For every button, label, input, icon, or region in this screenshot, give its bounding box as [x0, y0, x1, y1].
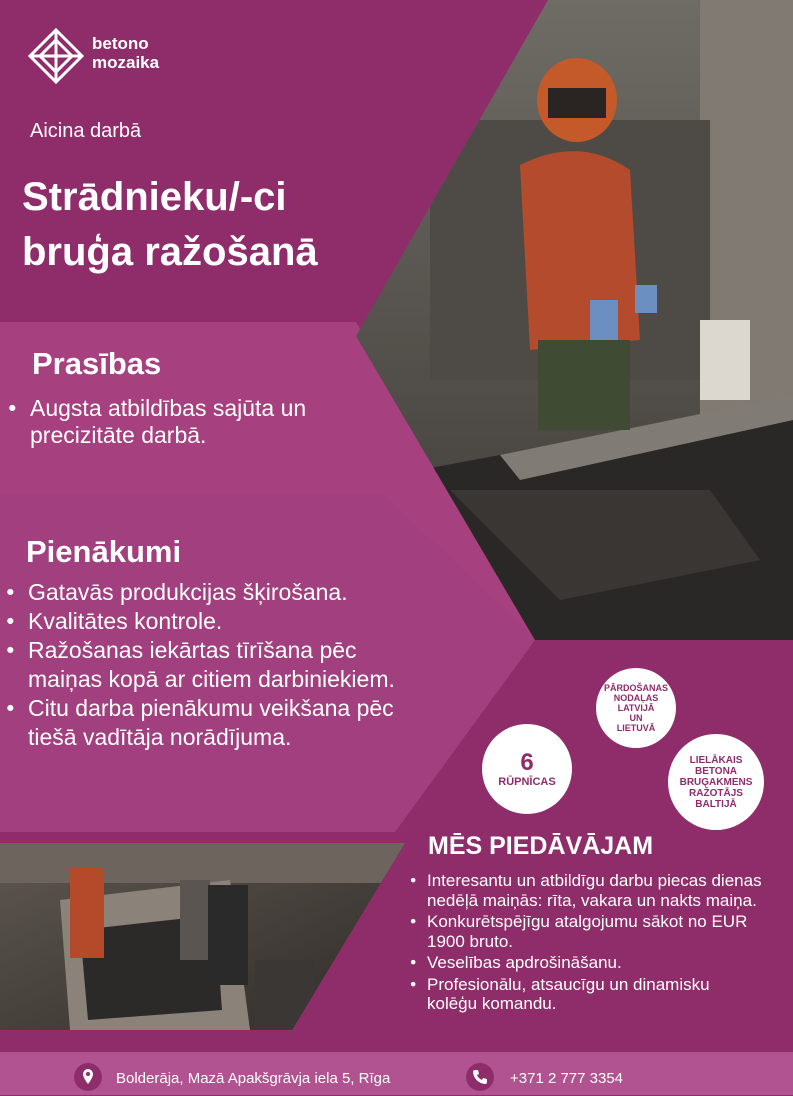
- list-item: ● Citu darba pienākumu veikšana pēc tiešā vadītāja norādījuma.: [6, 694, 428, 752]
- footer-address: Bolderāja, Mazā Apakšgrāvja iela 5, Rīga: [116, 1070, 391, 1087]
- list-item: ● Profesionālu, atsaucīgu un dinamisku kolēģu komandu.: [410, 975, 727, 1014]
- phone-icon: [466, 1063, 494, 1091]
- brand-line-1: betono: [92, 34, 149, 53]
- badge-text: RAŽOTĀJS: [689, 787, 743, 799]
- badge-text: LIETUVĀ: [616, 723, 656, 733]
- list-item: ● Konkurētspējīgu atalgojumu sākot no EUR 1900 bruto.: [410, 912, 772, 951]
- offer-list: [410, 871, 790, 1016]
- badge-text: BALTIJĀ: [695, 798, 737, 810]
- badge-factories: [482, 724, 572, 814]
- brand-line-2: mozaika: [92, 53, 160, 72]
- badge-number: 6: [520, 749, 534, 776]
- badge-text: RŪPNĪCAS: [498, 776, 556, 788]
- duties-heading: Pienākumi: [26, 534, 182, 569]
- badge-sales-departments: [596, 668, 676, 748]
- requirements-heading: Prasības: [32, 346, 162, 381]
- badge-text: UN: [629, 713, 643, 723]
- title-line-1: Strādnieku/-ci: [22, 175, 287, 219]
- badge-text: PĀRDOŠANAS: [603, 683, 668, 693]
- list-item: ● Ražošanas iekārtas tīrīšana pēc maiņas kopā ar citiem darbiniekiem.: [6, 636, 408, 694]
- list-item: ● Interesantu un atbildīgu darbu piecas dienas nedēļā maiņās: rīta, vakara un nakts maiņa.: [410, 871, 767, 910]
- page-title: [22, 170, 318, 280]
- list-item: ● Kvalitātes kontrole.: [6, 607, 436, 636]
- requirements-list: [8, 395, 368, 449]
- list-item: ● Augsta atbildības sajūta un precizitāte darbā.: [8, 395, 368, 449]
- brand-name: [92, 34, 159, 72]
- logo-icon: [28, 28, 84, 84]
- footer-phone[interactable]: +371 2 777 3354: [510, 1070, 624, 1087]
- list-item: ● Gatavās produkcijas šķirošana.: [6, 578, 436, 607]
- badge-text: NODAĻAS: [613, 693, 659, 703]
- badge-text: LATVIJĀ: [617, 703, 655, 713]
- badge-text: BETONA: [694, 765, 738, 777]
- title-line-2: bruģa ražošanā: [22, 230, 318, 274]
- badge-text: LIELĀKAIS: [689, 754, 743, 766]
- list-item: ● Veselības apdrošināšanu.: [410, 953, 790, 973]
- location-pin-icon: [74, 1063, 102, 1091]
- invite-text: Aicina darbā: [30, 120, 142, 142]
- badge-text: BRUĢAKMENS: [679, 776, 753, 788]
- offer-heading: MĒS PIEDĀVĀJAM: [428, 832, 654, 860]
- badge-largest-producer: [668, 734, 764, 830]
- duties-list: [6, 578, 436, 752]
